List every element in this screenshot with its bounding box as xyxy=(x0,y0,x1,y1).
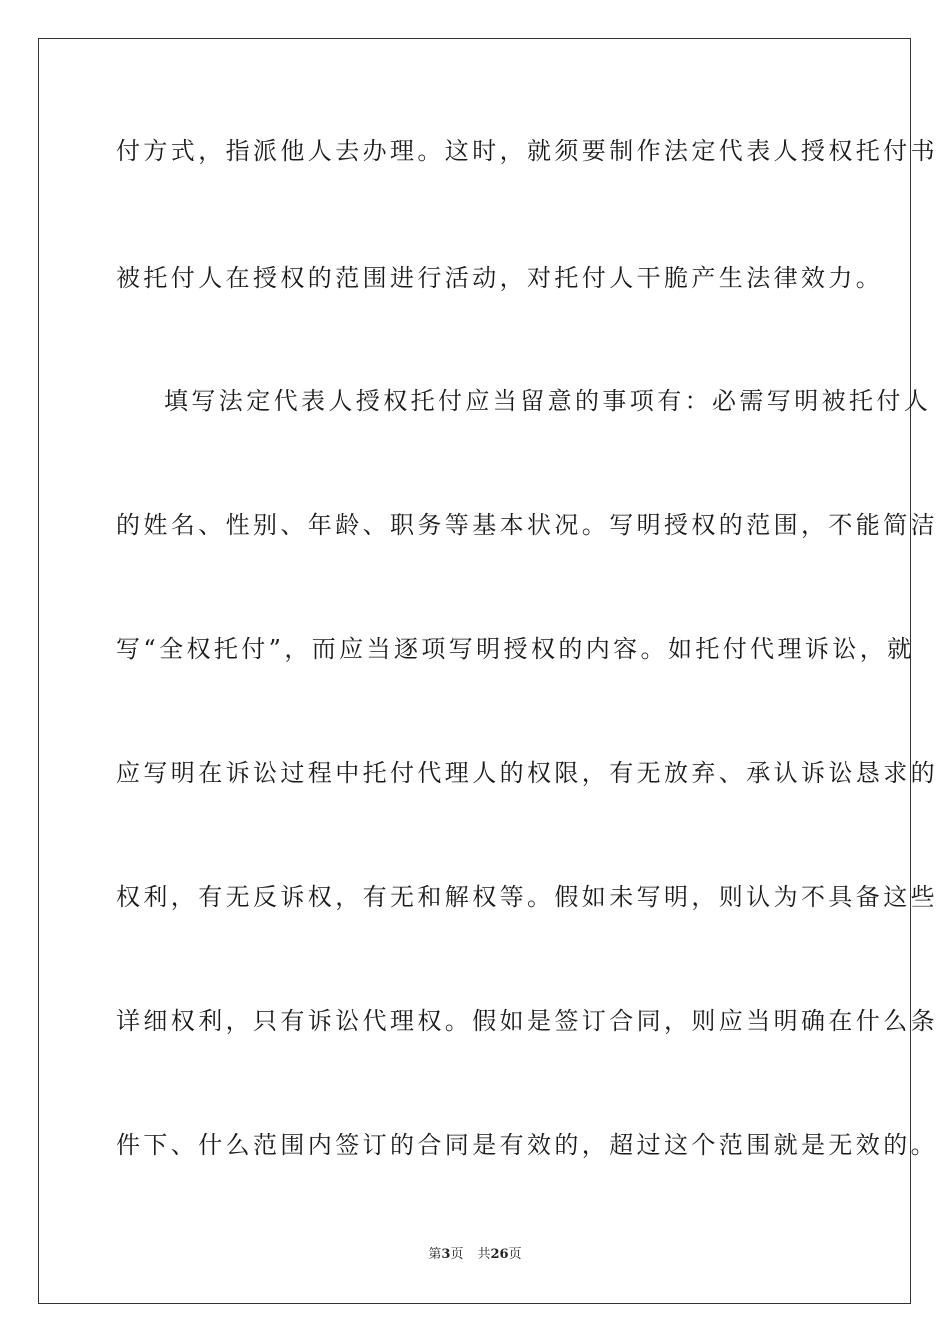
page-footer xyxy=(0,1246,950,1264)
body-text-line-7: 权利，有无反诉权，有无和解权等。假如未写明，则认为不具备这些 xyxy=(116,883,938,911)
body-text-line-6: 应写明在诉讼过程中托付代理人的权限，有无放弃、承认诉讼恳求的 xyxy=(116,759,938,787)
body-text-line-1: 付方式，指派他人去办理。这时，就须要制作法定代表人授权托付书 xyxy=(116,137,938,165)
body-text-line-4: 的姓名、性别、年龄、职务等基本状况。写明授权的范围，不能简洁 xyxy=(116,511,938,539)
total-prefix: 共 xyxy=(477,1247,491,1262)
page-prefix: 第 xyxy=(428,1247,442,1262)
body-text-line-9: 件下、什么范围内签订的合同是有效的，超过这个范围就是无效的。 xyxy=(116,1131,938,1159)
total-suffix: 页 xyxy=(508,1247,522,1262)
total-pages: 26 xyxy=(490,1247,509,1262)
body-text-line-8: 详细权利，只有诉讼代理权。假如是签订合同，则应当明确在什么条 xyxy=(116,1007,938,1035)
page-suffix: 页 xyxy=(450,1247,464,1262)
paragraph-start-line: 填写法定代表人授权托付应当留意的事项有：必需写明被托付人 xyxy=(164,387,932,415)
page-number: 3 xyxy=(441,1247,451,1262)
body-text-line-2: 被托付人在授权的范围进行活动，对托付人干脆产生法律效力。 xyxy=(116,264,884,292)
body-text-line-5: 写“全权托付”，而应当逐项写明授权的内容。如托付代理诉讼，就 xyxy=(116,635,915,663)
page-border xyxy=(38,38,938,1304)
